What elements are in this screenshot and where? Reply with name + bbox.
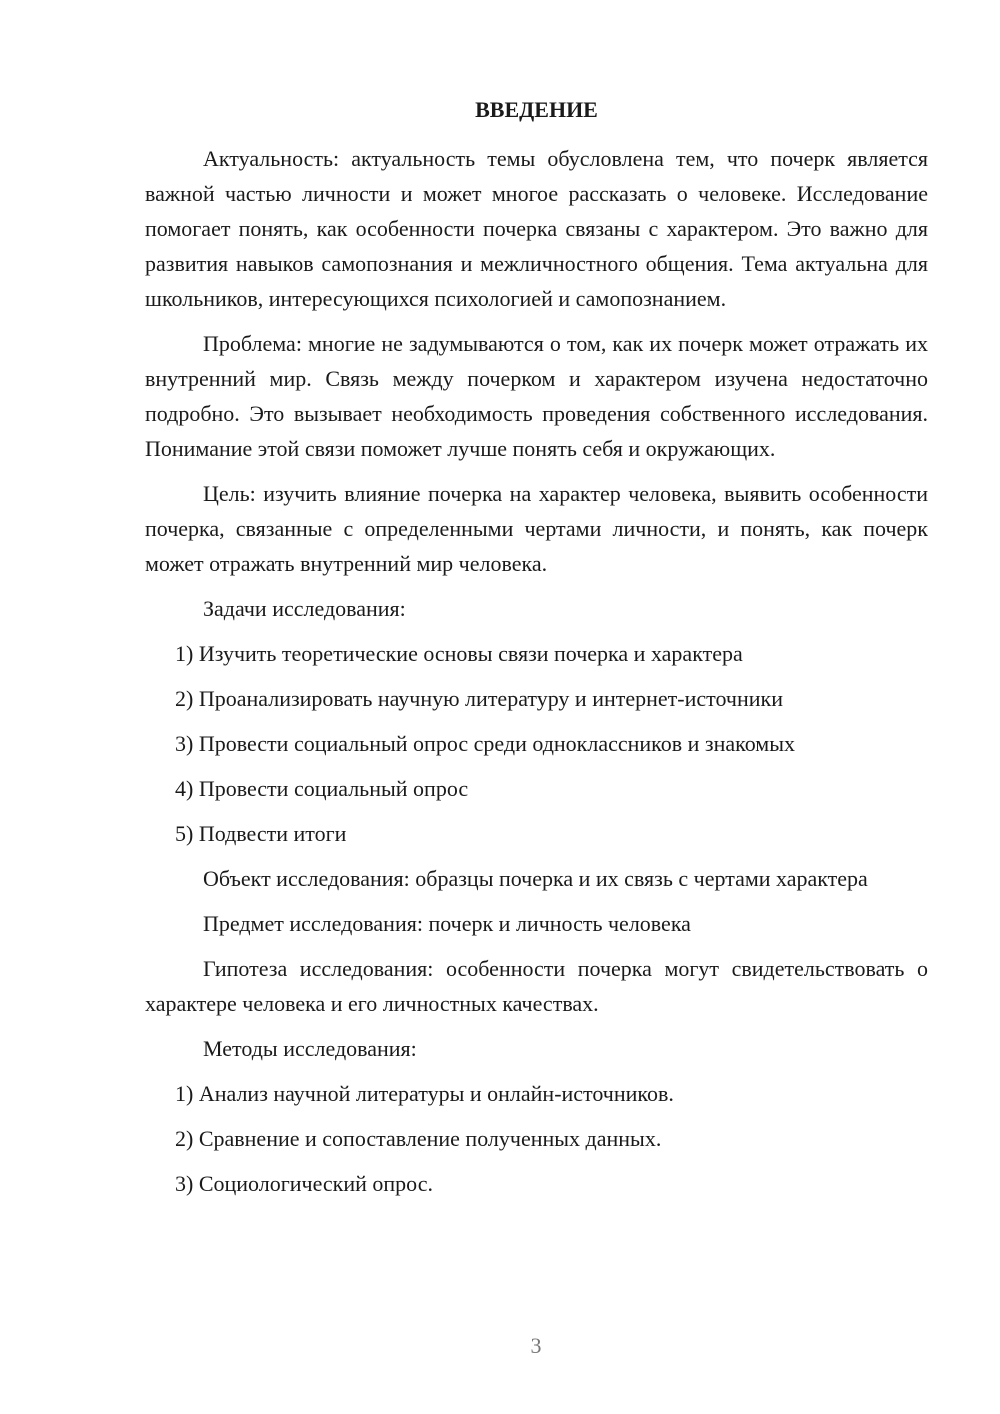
task-item: 2) Проанализировать научную литературу и интернет-источники (175, 686, 783, 711)
object-paragraph: Объект исследования: образцы почерка и их связь с чертами характера (203, 866, 868, 891)
tasks-heading: Задачи исследования: (203, 596, 406, 621)
goal-paragraph: Цель: изучить влияние почерка на характер человека, выявить особенности почерка, связанные с определенными чертами личности, и понять, как почерк может отражать внутренний мир человека. (145, 481, 928, 576)
task-item: 4) Провести социальный опрос (175, 776, 469, 801)
method-item: 1) Анализ научной литературы и онлайн-источников. (175, 1081, 674, 1106)
methods-list (145, 1076, 928, 1201)
task-item: 3) Провести социальный опрос среди одноклассников и знакомых (175, 731, 795, 756)
task-item: 5) Подвести итоги (175, 821, 347, 846)
tasks-list (145, 636, 928, 851)
document-page (145, 95, 928, 1211)
relevance-paragraph: Актуальность: актуальность темы обусловлена тем, что почерк является важной частью личности и может многое рассказать о человеке. Исследование помогает понять, как особенности почерка связаны с характером. Это важно для развития навыков самопознания и межличностного общения. Тема актуальна для школьников, интересующихся психологией и самопознанием. (145, 146, 928, 311)
problem-paragraph: Проблема: многие не задумываются о том, как их почерк может отражать их внутренний мир. Связь между почерком и характером изучена недостаточно подробно. Это вызывает необходимость проведения собственного исследования. Понимание этой связи поможет лучше понять себя и окружающих. (145, 331, 928, 461)
method-item: 2) Сравнение и сопоставление полученных данных. (175, 1126, 662, 1151)
methods-heading: Методы исследования: (203, 1036, 417, 1061)
page-number: 3 (530, 1333, 542, 1358)
hypothesis-paragraph: Гипотеза исследования: особенности почерка могут свидетельствовать о характере человека и его личностных качествах. (145, 956, 928, 1016)
method-item: 3) Социологический опрос. (175, 1171, 433, 1196)
section-title: ВВЕДЕНИЕ (475, 97, 598, 122)
task-item: 1) Изучить теоретические основы связи почерка и характера (175, 641, 743, 666)
subject-paragraph: Предмет исследования: почерк и личность человека (203, 911, 691, 936)
